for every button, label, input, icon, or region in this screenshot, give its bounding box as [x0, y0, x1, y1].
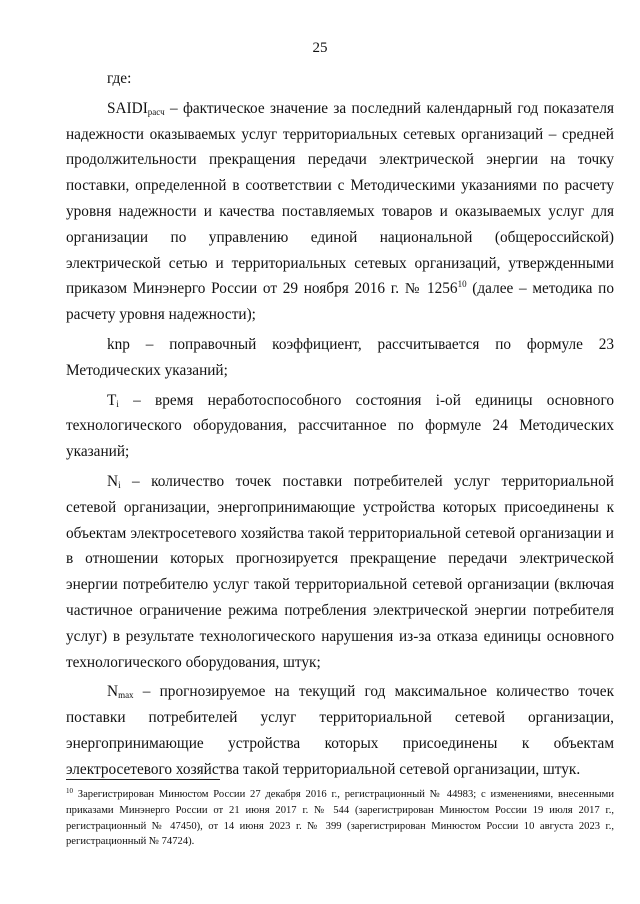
ni-subscript: i [118, 479, 121, 490]
footnote-ref[interactable]: 10 [457, 279, 467, 290]
saidi-text-end: (далее – методика по расчету уровня надежности); [66, 280, 614, 324]
saidi-symbol: SAIDI [107, 99, 148, 117]
saidi-text: – фактическое значение за последний календарный год показателя надежности оказываемых услуг территориальных сетевых организаций – средней продолжительности прекращения передачи электрической энергии на точку поставки, определенной в соответствии с Методическими указаниями по расчету уровня надежности и качества поставляемых товаров и оказываемых услуг для организации по управлению единой национальной (общероссийской) электрической сетью и территориальных сетевых организаций, утвержденными приказом Минэнерго России от 29 ноября 2016 г. № 1256 [66, 99, 614, 298]
saidi-subscript: расч [147, 106, 165, 117]
ni-text: – количество точек поставки потребителей услуг территориальной сетевой организации, энергопринимающие устройства которых присоединены к объектам электросетевого хозяйства такой территориальной сетевой организации и в отношении которых прогнозируется прекращение передачи электрической энергии потребителю услуг такой территориальной сетевой организации (включая частичное ограничение режима потребления электрической энергии потребителя услуг) в результате технологического нарушения из-за отказа единицы основного технологического оборудования, штук; [66, 472, 614, 671]
ti-text: – время неработоспособного состояния i-ой единицы основного технологического оборудования, рассчитанное по формуле 24 Методических указаний; [66, 391, 614, 461]
definition-ni [66, 469, 614, 675]
knp-text: – поправочный коэффициент, рассчитывается по формуле 23 Методических указаний; [66, 335, 614, 379]
ti-subscript: i [116, 398, 119, 409]
intro-text: где: [107, 70, 132, 87]
document-body [66, 66, 614, 783]
ti-symbol: T [107, 391, 117, 409]
definition-saidi [66, 96, 614, 328]
intro-line [66, 66, 614, 92]
footnote-number: 10 [66, 787, 73, 795]
ni-symbol: N [107, 472, 119, 490]
nmax-text: – прогнозируемое на текущий год максимальное количество точек поставки потребителей услуг территориальной сетевой организации, энергопринимающие устройства которых присоединены к объектам электросетевого хозяйства такой территориальной сетевой организации, штук. [66, 683, 614, 778]
definition-knp [66, 332, 614, 384]
definition-nmax [66, 679, 614, 782]
definition-ti [66, 388, 614, 465]
footnote-text: Зарегистрирован Минюстом России 27 декабря 2016 г., регистрационный № 44983; с изменениями, внесенными приказами Минэнерго России от 21 июня 2017 г. № 544 (зарегистрирован Минюстом России 19 июля 2017 г., регистрационный № 47450), от 14 июня 2023 г. № 399 (зарегистрирован Минюстом России 10 августа 2023 г., регистрационный № 74724). [66, 789, 614, 848]
page-number: 25 [312, 40, 328, 56]
nmax-symbol: N [107, 683, 119, 701]
knp-symbol: knp [107, 335, 130, 353]
nmax-subscript: max [118, 690, 134, 701]
footnote [66, 787, 614, 850]
footnote-divider [66, 779, 220, 780]
